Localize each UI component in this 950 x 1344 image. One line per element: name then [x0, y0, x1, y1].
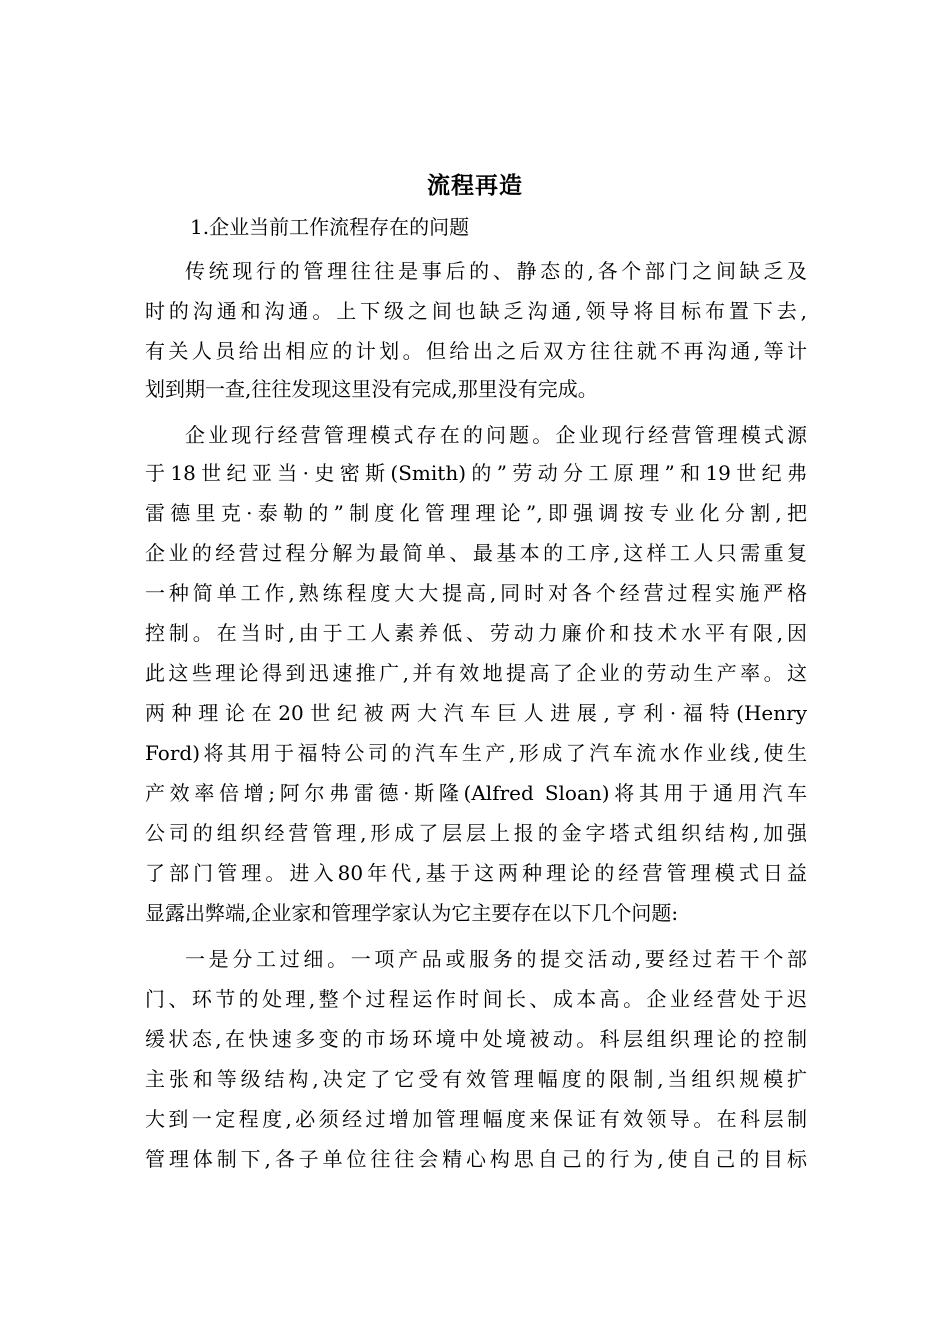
paragraph-line: 一是分工过细。一项产品或服务的提交活动,要经过若干个部	[185, 947, 807, 971]
paragraph-line: 于18世纪亚当·史密斯(Smith)的”劳动分工原理”和19世纪弗	[145, 461, 807, 485]
paragraph-line: 管理体制下,各子单位往往会精心构思自己的行为,使自己的目标	[145, 1147, 807, 1171]
paragraph-line: 时的沟通和沟通。上下级之间也缺乏沟通,领导将目标布置下去,	[145, 299, 807, 323]
document-title: 流程再造	[427, 172, 523, 199]
paragraph-line: 了部门管理。进入80年代,基于这两种理论的经营管理模式日益	[145, 861, 807, 885]
paragraph-line: 大到一定程度,必须经过增加管理幅度来保证有效领导。在科层制	[145, 1107, 807, 1131]
paragraph-line: 公司的组织经营管理,形成了层层上报的金字塔式组织结构,加强	[145, 821, 807, 845]
paragraph-line: 一种简单工作,熟练程度大大提高,同时对各个经营过程实施严格	[145, 581, 807, 605]
paragraph-line: 企业的经营过程分解为最简单、最基本的工序,这样工人只需重复	[145, 541, 807, 565]
paragraph-line: 两种理论在20世纪被两大汽车巨人进展,亨利·福特(Henry	[145, 701, 807, 725]
paragraph-line: 主张和等级结构,决定了它受有效管理幅度的限制,当组织规模扩	[145, 1067, 807, 1091]
paragraph-line: 缓状态,在快速多变的市场环境中处境被动。科层组织理论的控制	[145, 1027, 807, 1051]
paragraph-line: 显露出弊端,企业家和管理学家认为它主要存在以下几个问题:	[145, 901, 679, 925]
section-heading: 1.企业当前工作流程存在的问题	[190, 215, 470, 239]
paragraph-line: 有关人员给出相应的计划。但给出之后双方往往就不再沟通,等计	[145, 339, 807, 363]
paragraph-line: 产效率倍增;阿尔弗雷德·斯隆(Alfred Sloan)将其用于通用汽车	[145, 781, 807, 805]
paragraph-line: 传统现行的管理往往是事后的、静态的,各个部门之间缺乏及	[185, 259, 807, 283]
paragraph-line: 此这些理论得到迅速推广,并有效地提高了企业的劳动生产率。这	[145, 661, 807, 685]
paragraph-line: Ford)将其用于福特公司的汽车生产,形成了汽车流水作业线,使生	[145, 741, 807, 765]
paragraph-line: 控制。在当时,由于工人素养低、劳动力廉价和技术水平有限,因	[145, 621, 807, 645]
paragraph-line: 企业现行经营管理模式存在的问题。企业现行经营管理模式源	[185, 423, 807, 447]
paragraph-line: 雷德里克·泰勒的”制度化管理理论”,即强调按专业化分割,把	[145, 501, 807, 525]
paragraph-line: 门、环节的处理,整个过程运作时间长、成本高。企业经营处于迟	[145, 987, 807, 1011]
paragraph-line: 划到期一查,往往发现这里没有完成,那里没有完成。	[145, 377, 598, 401]
